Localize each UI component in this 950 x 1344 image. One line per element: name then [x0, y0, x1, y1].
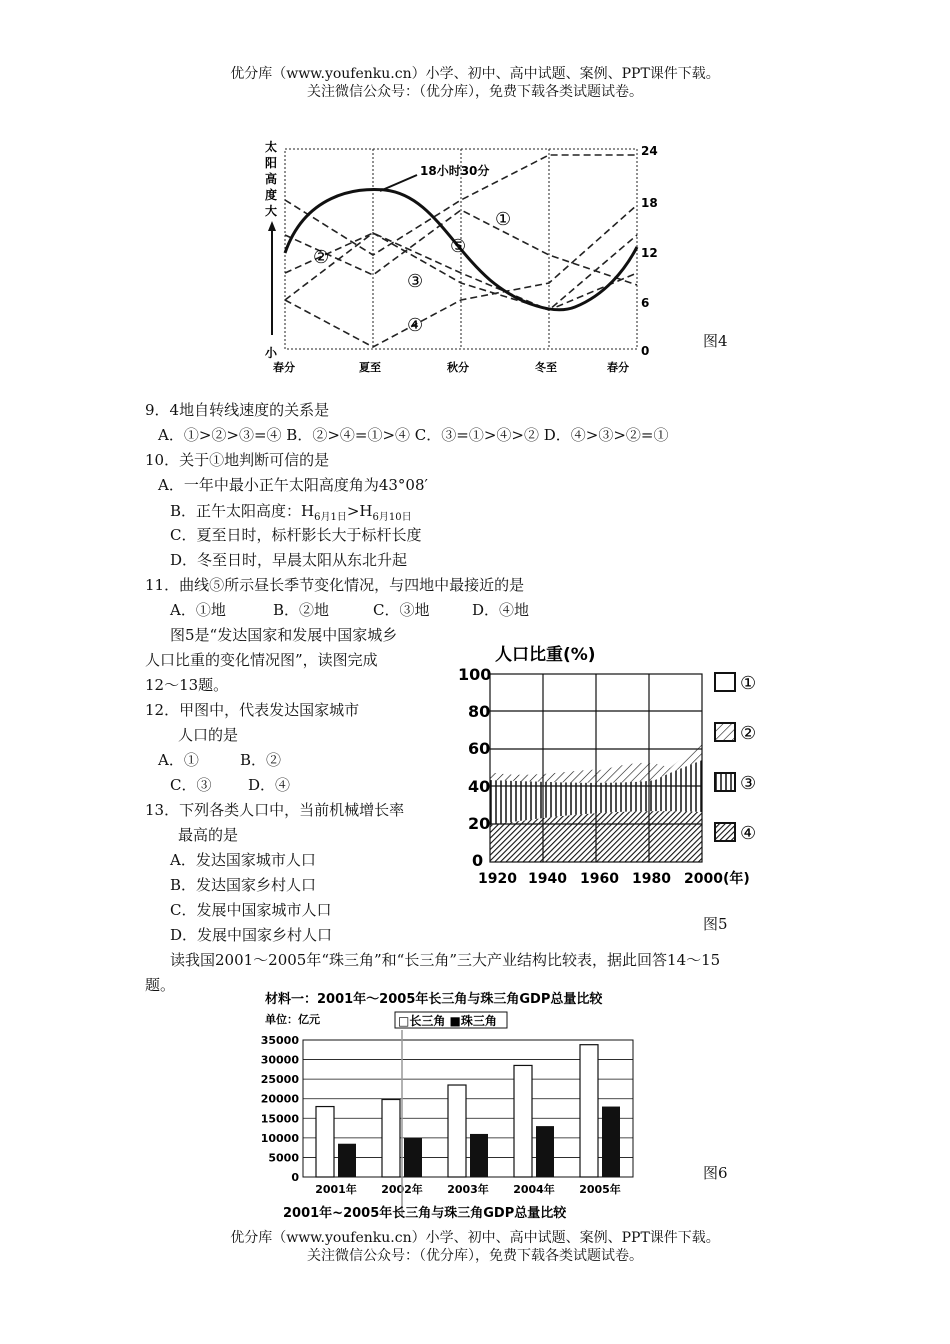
fig6-ytick: 20000 [260, 1092, 299, 1106]
legend-label-3: ③ [740, 773, 757, 794]
fig6-caption: 2001年~2005年长三角与珠三角GDP总量比较 [283, 1206, 567, 1221]
q13-option-a: A．发达国家城市人口 [170, 851, 316, 869]
legend-swatch-1 [715, 673, 735, 691]
fig6-ytick: 15000 [260, 1112, 299, 1126]
fig6-unit: 单位：亿元 [265, 1013, 320, 1026]
q13-stem: 13．下列各类人口中，当前机械增长率 [145, 801, 405, 819]
q10-stem: 10．关于①地判断可信的是 [145, 451, 330, 469]
x-label: 春分 [273, 361, 295, 374]
q9-stem: 9．4地自转线速度的关系是 [145, 401, 330, 419]
y-title-char: 度 [265, 188, 278, 202]
curve-label-4: ④ [407, 315, 424, 336]
q13-stem2: 最高的是 [178, 826, 239, 844]
figure-5-population-chart [450, 640, 780, 895]
q11-option-c: C．③地 [373, 601, 430, 619]
fig6-ytick: 0 [291, 1171, 299, 1184]
fig6-xtick: 2005年 [579, 1183, 621, 1196]
q12-option-a: A．① [158, 751, 199, 769]
figure-4-solar-altitude-chart [255, 135, 675, 380]
bar-zhusanjiao [338, 1144, 356, 1177]
fig5-ytick: 100 [458, 665, 492, 684]
q13-option-b: B．发达国家乡村人口 [170, 876, 317, 894]
x-label: 秋分 [447, 361, 469, 374]
bar-zhusanjiao [404, 1138, 422, 1177]
curve-label-5: ⑤ [450, 236, 467, 257]
fig5-ytick: 20 [468, 814, 491, 833]
arrow-head-icon [268, 221, 276, 231]
figure-6-gdp-chart [255, 985, 665, 1225]
fig6-legend: □长三角 ■珠三角 [398, 1014, 497, 1028]
legend-label-4: ④ [740, 823, 757, 844]
y-small-label: 小 [265, 346, 278, 360]
fig5-ytick: 40 [468, 777, 491, 796]
fig6-xtick: 2001年 [315, 1183, 357, 1196]
page-footer-line2: 关注微信公众号：（优分库），免费下载各类试题试卷。 [307, 1248, 643, 1264]
page-footer-line1: 优分库（www.youfenku.cn）小学、初中、高中试题、案例、PPT课件下载。 [230, 1230, 720, 1246]
q12-option-d: D．④ [248, 776, 291, 794]
q12-option-b: B．② [240, 751, 282, 769]
q10-option-c: C．夏至日时，标杆影长大于标杆长度 [170, 526, 422, 544]
q12-option-c: C．③ [170, 776, 212, 794]
fig6-xtick: 2002年 [381, 1183, 423, 1196]
bar-changsanjiao [316, 1107, 334, 1177]
q10-b-text: B．正午太阳高度：H [170, 502, 315, 520]
bar-changsanjiao [580, 1045, 598, 1177]
fig6-ytick: 5000 [268, 1151, 299, 1165]
q12-stem: 12．甲图中，代表发达国家城市 [145, 701, 360, 719]
figure-5-label: 图5 [703, 915, 728, 933]
q10-b-sub2: 6月10日 [372, 512, 412, 523]
fig6-xtick: 2004年 [513, 1183, 555, 1196]
y-title-char: 太 [265, 140, 278, 154]
x-label: 春分 [607, 361, 629, 374]
q11-stem: 11．曲线⑤所示昼长季节变化情况，与四地中最接近的是 [145, 576, 525, 594]
fig5-xtick: 1980 [632, 871, 671, 887]
bar-changsanjiao [448, 1085, 466, 1177]
fig5-ytick: 60 [468, 739, 491, 758]
fig6-ytick: 10000 [260, 1131, 299, 1145]
intro5-line3: 12～13题。 [145, 676, 229, 694]
legend-swatch-4 [715, 823, 735, 841]
fig6-xtick: 2003年 [447, 1183, 489, 1196]
legend-label-1: ① [740, 673, 757, 694]
legend-swatch-3 [715, 773, 735, 791]
x-label: 夏至 [359, 361, 381, 374]
legend-swatch-2 [715, 723, 735, 741]
fig5-ytick: 0 [472, 851, 484, 870]
intro6-line1: 读我国2001～2005年“珠三角”和“长三角”三大产业结构比较表，据此回答14～15 [170, 951, 721, 969]
figure-6-label: 图6 [703, 1164, 728, 1182]
intro5-line2: 人口比重的变化情况图”，读图完成 [145, 651, 378, 669]
q10-option-b [170, 501, 412, 528]
page-header-line1: 优分库（www.youfenku.cn）小学、初中、高中试题、案例、PPT课件下载。 [230, 66, 720, 82]
q9-options: A．①>②>③=④ B．②>④=①>④ C．③=①>④>② D．④>③>②=① [158, 426, 669, 444]
q10-b-sub1: 6月1日 [314, 512, 347, 523]
right-tick: 12 [641, 246, 658, 260]
q12-stem2: 人口的是 [178, 726, 239, 744]
q11-option-d: D．④地 [472, 601, 530, 619]
figure-4-label: 图4 [703, 332, 728, 350]
bar-zhusanjiao [470, 1134, 488, 1177]
q10-b-mid: >H [346, 502, 373, 520]
fig6-ytick: 35000 [260, 1034, 299, 1047]
fig6-ytick: 30000 [260, 1053, 299, 1067]
bar-zhusanjiao [536, 1126, 554, 1177]
curve-label-2: ② [313, 247, 330, 268]
fig6-ytick: 25000 [260, 1073, 299, 1087]
annotation-pointer [380, 175, 417, 191]
fig5-ytick: 80 [468, 702, 491, 721]
intro5-line1: 图5是“发达国家和发展中国家城乡 [170, 626, 398, 644]
q10-option-d: D．冬至日时，早晨太阳从东北升起 [170, 551, 408, 569]
fig5-xtick: 1940 [528, 871, 567, 887]
q10-option-a: A．一年中最小正午太阳高度角为43°08′ [158, 476, 428, 494]
curve-label-3: ③ [407, 271, 424, 292]
annotation-18h30m: 18小时30分 [420, 164, 490, 178]
page-header-line2: 关注微信公众号：（优分库），免费下载各类试题试卷。 [307, 84, 643, 100]
intro6-line2: 题。 [145, 976, 176, 994]
right-tick: 18 [641, 196, 658, 210]
fig5-xtick: 1920 [478, 871, 517, 887]
y-title-char: 大 [265, 204, 278, 218]
q13-option-c: C．发展中国家城市人口 [170, 901, 332, 919]
q11-option-a: A．①地 [170, 601, 226, 619]
fig5-xtick: 2000(年) [684, 871, 750, 887]
y-title-char: 高 [265, 172, 278, 186]
q11-option-b: B．②地 [273, 601, 330, 619]
bar-changsanjiao [514, 1065, 532, 1177]
fig5-xtick: 1960 [580, 871, 619, 887]
q13-option-d: D．发展中国家乡村人口 [170, 926, 333, 944]
curve-label-1: ① [495, 209, 512, 230]
legend-label-2: ② [740, 723, 757, 744]
right-tick: 24 [641, 144, 658, 158]
fig6-material-title: 材料一：2001年～2005年长三角与珠三角GDP总量比较 [265, 992, 603, 1007]
right-tick: 0 [641, 344, 650, 358]
fig5-title: 人口比重(%) [495, 645, 596, 665]
bar-zhusanjiao [602, 1107, 620, 1177]
bar-changsanjiao [382, 1099, 400, 1177]
y-title-char: 阳 [265, 156, 278, 170]
x-label: 冬至 [535, 361, 557, 374]
right-tick: 6 [641, 296, 650, 310]
